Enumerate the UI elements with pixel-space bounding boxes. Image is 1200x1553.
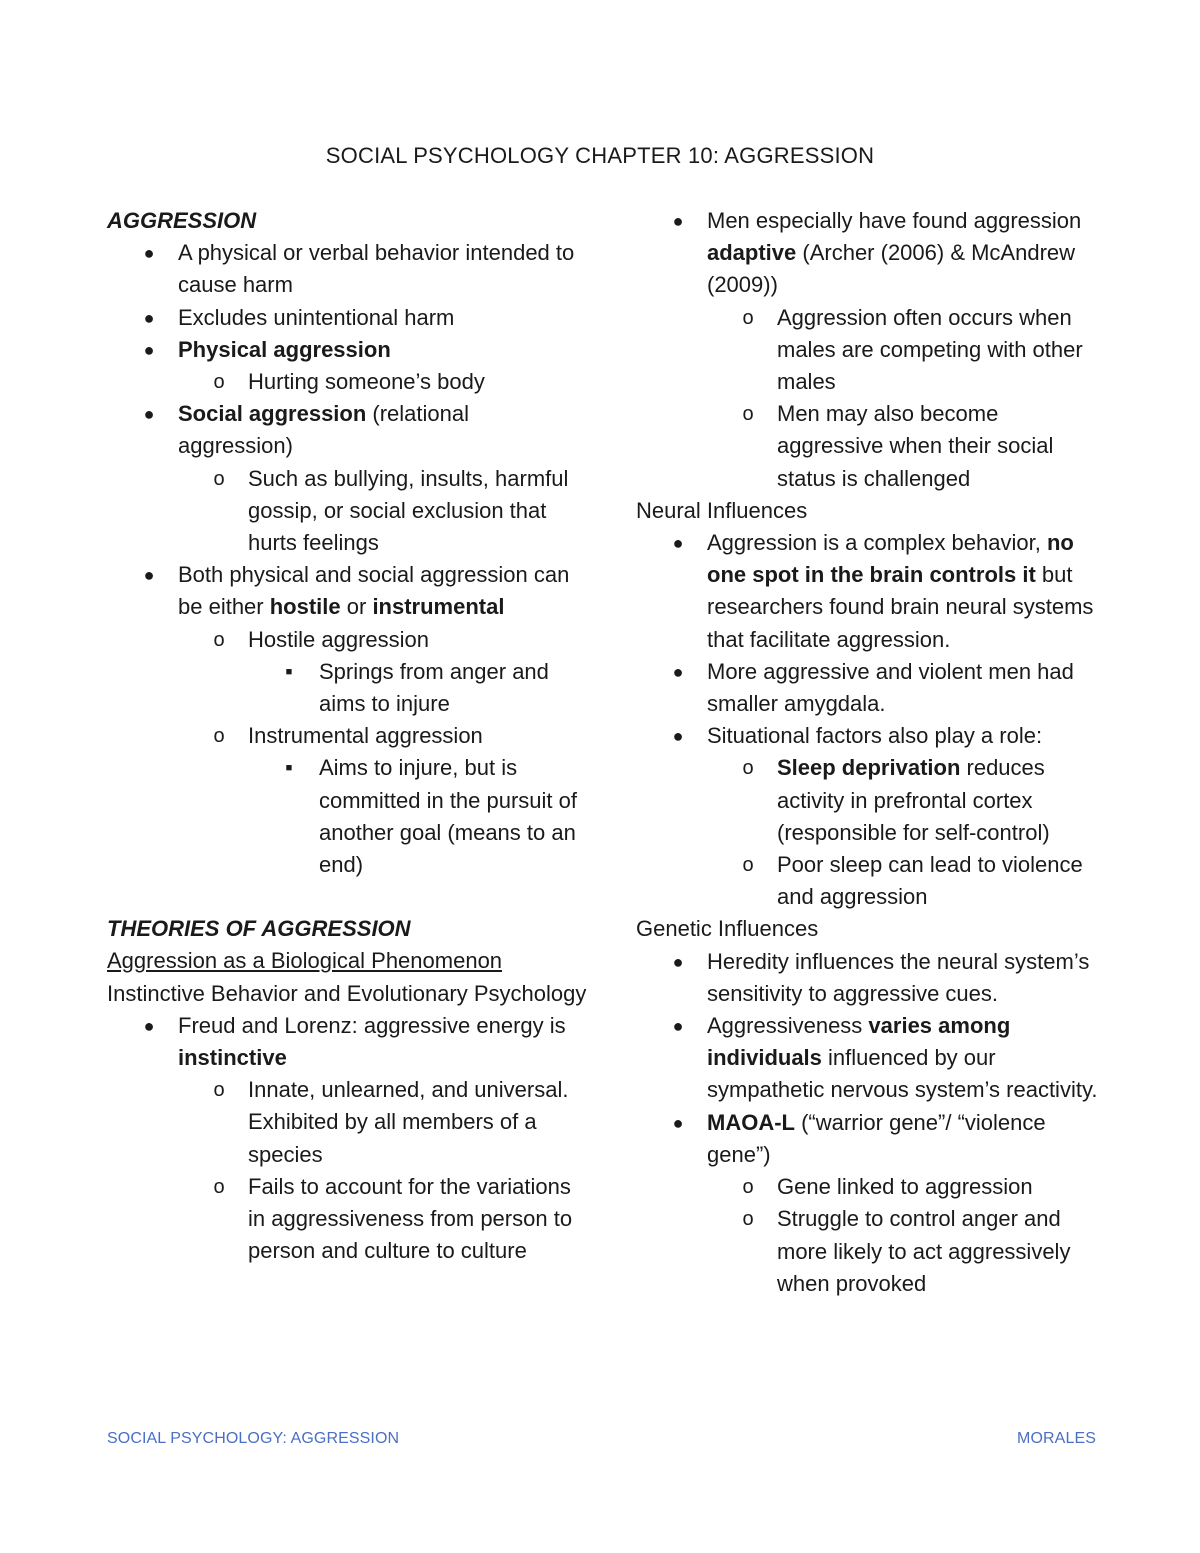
- bullet-marker-icon: ●: [672, 661, 684, 682]
- text-span: but researchers found brain neural systems that facilitate aggression.: [707, 562, 1094, 652]
- bold-term: no one spot in the brain controls it: [707, 530, 1074, 588]
- bold-term: Sleep deprivation: [777, 755, 961, 781]
- list-item: [107, 366, 587, 398]
- text-span: THEORIES OF AGGRESSION: [107, 916, 411, 942]
- text-span: AGGRESSION: [107, 208, 257, 233]
- bold-term: adaptive: [707, 240, 797, 266]
- text-span: Aggressiveness: [707, 1013, 869, 1039]
- text-span: Hurting someone’s body: [248, 369, 485, 395]
- circle-marker-icon: o: [742, 306, 754, 329]
- circle-marker-icon: o: [742, 757, 754, 780]
- bold-term: Physical aggression: [178, 336, 391, 362]
- square-marker-icon: ■: [285, 665, 293, 678]
- bullet-marker-icon: ●: [143, 404, 155, 425]
- bold-term: MAOA-L: [707, 1109, 795, 1135]
- text-span: Fails to account for the variations in aggressiveness from person to person and culture to culture: [248, 1173, 573, 1264]
- circle-marker-icon: o: [213, 725, 225, 748]
- bullet-marker-icon: ●: [672, 533, 684, 554]
- circle-marker-icon: o: [213, 1079, 225, 1102]
- footer-author: MORALES: [1017, 1430, 1096, 1447]
- list-item: [636, 752, 1106, 849]
- text-span: Aims to injure, but is committed in the pursuit of another goal (means to an end): [319, 755, 578, 878]
- text-span: Such as bullying, insults, harmful gossip, or social exclusion that hurts feelings: [248, 465, 569, 556]
- circle-marker-icon: o: [742, 1208, 754, 1231]
- text-span: Instrumental aggression: [248, 723, 483, 749]
- footer-course: SOCIAL PSYCHOLOGY: AGGRESSION: [107, 1430, 400, 1447]
- topic-label: [636, 495, 1106, 527]
- text-span: Struggle to control anger and more likely to act aggressively when provoked: [777, 1206, 1071, 1296]
- bullet-marker-icon: ●: [672, 951, 684, 972]
- list-item: [107, 334, 587, 366]
- bold-term: hostile: [269, 594, 341, 620]
- list-item: [107, 752, 587, 881]
- bullet-marker-icon: ●: [672, 1016, 684, 1037]
- text-span: Gene linked to aggression: [777, 1174, 1033, 1200]
- list-item: [636, 398, 1106, 495]
- text-span: A physical or verbal behavior intended to cause harm: [178, 240, 575, 298]
- right-column: [636, 205, 1106, 1300]
- text-span: (“warrior gene”/ “violence gene”): [707, 1109, 1046, 1167]
- topic-label: [107, 978, 587, 1010]
- text-span: (relational aggression): [178, 401, 470, 459]
- bold-term: instrumental: [372, 594, 505, 620]
- list-item: [636, 849, 1106, 913]
- list-item: [107, 559, 587, 623]
- circle-marker-icon: o: [213, 1175, 225, 1198]
- section-heading: [107, 205, 587, 237]
- bullet-marker-icon: ●: [143, 243, 155, 264]
- bullet-marker-icon: ●: [143, 307, 155, 328]
- text-span: Aggression often occurs when males are competing with other males: [777, 304, 1083, 395]
- list-item: [636, 205, 1106, 302]
- list-item: [107, 1171, 587, 1268]
- circle-marker-icon: o: [742, 403, 754, 426]
- list-item: [636, 1203, 1106, 1300]
- circle-marker-icon: o: [742, 854, 754, 877]
- list-item: [107, 398, 587, 462]
- text-span: Instinctive Behavior and Evolutionary Psychology: [107, 980, 587, 1006]
- list-item: [107, 463, 587, 560]
- text-span: (Archer (2006) & McAndrew (2009)): [707, 240, 1076, 298]
- page-title: SOCIAL PSYCHOLOGY CHAPTER 10: AGGRESSION: [325, 143, 875, 168]
- list-item: [107, 1010, 587, 1074]
- circle-marker-icon: o: [213, 371, 225, 394]
- section-heading: [107, 913, 587, 945]
- topic-label: [636, 913, 1106, 945]
- square-marker-icon: ■: [285, 762, 293, 775]
- spacer: [107, 881, 587, 913]
- list-item: [636, 527, 1106, 656]
- bullet-marker-icon: ●: [143, 1015, 155, 1036]
- bold-term: Social aggression: [178, 401, 367, 427]
- list-item: [636, 1171, 1106, 1203]
- text-span: Excludes unintentional harm: [178, 304, 455, 330]
- bullet-marker-icon: ●: [672, 726, 684, 747]
- text-span: Men may also become aggressive when their social status is challenged: [777, 401, 1054, 491]
- circle-marker-icon: o: [213, 467, 225, 490]
- bold-term: instinctive: [178, 1045, 287, 1071]
- list-item: [636, 946, 1106, 1010]
- list-item: [636, 1107, 1106, 1171]
- circle-marker-icon: o: [213, 628, 225, 651]
- list-item: [636, 302, 1106, 399]
- list-item: [107, 237, 587, 301]
- text-span: Situational factors also play a role:: [707, 723, 1043, 749]
- text-span: or: [340, 594, 373, 620]
- list-item: [107, 1074, 587, 1171]
- list-item: [636, 720, 1106, 752]
- list-item: [107, 656, 587, 720]
- text-span: Aggression as a Biological Phenomenon: [107, 948, 503, 974]
- list-item: [107, 720, 587, 752]
- list-item: [636, 1010, 1106, 1107]
- text-span: reduces activity in prefrontal cortex (responsible for self-control): [777, 755, 1050, 845]
- bullet-marker-icon: ●: [143, 565, 155, 586]
- text-span: Aggression is a complex behavior,: [707, 530, 1047, 556]
- text-span: Genetic Influences: [636, 916, 819, 942]
- bold-term: varies among individuals: [707, 1013, 1011, 1071]
- text-span: Men especially have found aggression: [707, 208, 1082, 233]
- text-span: Freud and Lorenz: aggressive energy is: [178, 1012, 566, 1038]
- text-span: Neural Influences: [636, 497, 808, 523]
- bullet-marker-icon: ●: [672, 1112, 684, 1133]
- text-span: Springs from anger and aims to injure: [319, 658, 549, 717]
- bullet-marker-icon: ●: [672, 211, 684, 231]
- text-span: Innate, unlearned, and universal. Exhibited by all members of a species: [248, 1077, 569, 1167]
- text-span: Heredity influences the neural system’s sensitivity to aggressive cues.: [707, 948, 1090, 1006]
- text-span: More aggressive and violent men had smaller amygdala.: [707, 658, 1074, 717]
- list-item: [107, 302, 587, 334]
- subsection-heading: [107, 945, 587, 977]
- list-item: [636, 656, 1106, 720]
- text-span: Poor sleep can lead to violence and aggression: [777, 852, 1083, 910]
- left-column: [107, 205, 587, 1268]
- list-item: [107, 624, 587, 656]
- circle-marker-icon: o: [742, 1176, 754, 1199]
- text-span: Hostile aggression: [248, 626, 429, 652]
- text-span: Both physical and social aggression can be either: [178, 562, 570, 620]
- bullet-marker-icon: ●: [143, 339, 155, 360]
- text-span: influenced by our sympathetic nervous system’s reactivity.: [707, 1045, 1098, 1103]
